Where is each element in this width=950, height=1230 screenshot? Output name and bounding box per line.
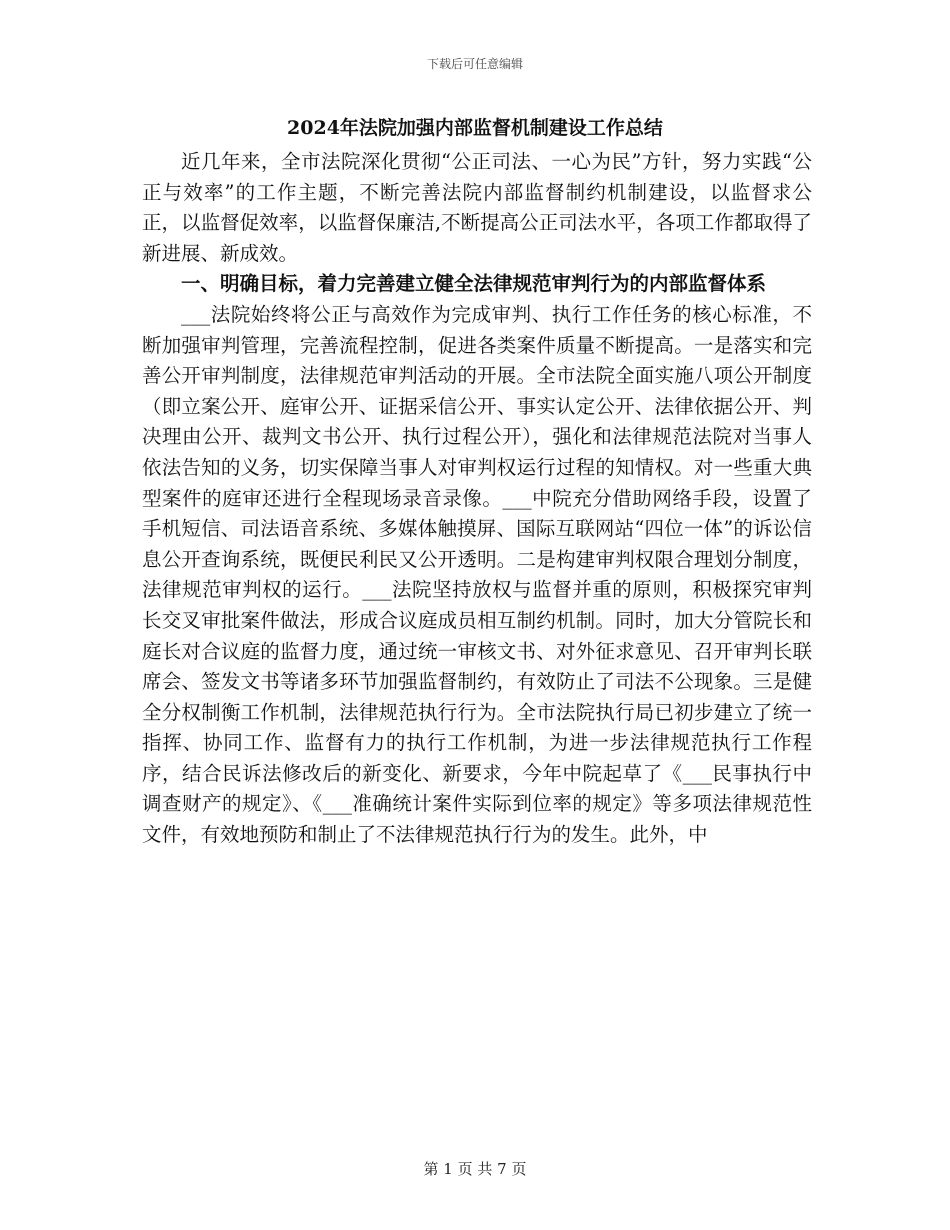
document-title: 2024年法院加强内部监督机制建设工作总结	[287, 117, 663, 139]
page-indicator: 第 1 页 共 7 页	[423, 1160, 527, 1178]
intro-paragraph: 近几年来，全市法院深化贯彻“公正司法、一心为民”方针，努力实践“公正与效率”的工作主题，不断完善法院内部监督制约机制建设，以监督求公正，以监督促效率，以监督保廉洁,不断提高公正司法水平，各项工作都取得了新进展、新成效。	[142, 150, 812, 265]
section-heading-1: 一、明确目标，着力完善建立健全法律规范审判行为的内部监督体系	[181, 272, 767, 296]
header-note: 下载后可任意编辑	[426, 57, 523, 71]
document-body	[142, 147, 812, 851]
section-1-paragraph: ___法院始终将公正与高效作为完成审判、执行工作任务的核心标准，不断加强审判管理，完善流程控制，促进各类案件质量不断提高。一是落实和完善公开审判制度，法律规范审判活动的开展。全市法院全面实施八项公开制度（即立案公开、庭审公开、证据采信公开、事实认定公开、法律依据公开、判决理由公开、裁判文书公开、执行过程公开），强化和法律规范法院对当事人依法告知的义务，切实保障当事人对审判权运行过程的知情权。对一些重大典型案件的庭审还进行全程现场录音录像。___中院充分借助网络手段，设置了手机短信、司法语音系统、多媒体触摸屏、国际互联网站“四位一体”的诉讼信息公开查询系统，既便民利民又公开透明。二是构建审判权限合理划分制度，法律规范审判权的运行。___法院坚持放权与监督并重的原则，积极探究审判长交叉审批案件做法，形成合议庭成员相互制约机制。同时，加大分管院长和庭长对合议庭的监督力度，通过统一审核文书、对外征求意见、召开审判长联席会、签发文书等诸多环节加强监督制约，有效防止了司法不公现象。三是健全分权制衡工作机制，法律规范执行行为。全市法院执行局已初步建立了统一指挥、协同工作、监督有力的执行工作机制，为进一步法律规范执行工作程序，结合民诉法修改后的新变化、新要求，今年中院起草了《___民事执行中调查财产的规定》、《___准确统计案件实际到位率的规定》等多项法律规范性文件，有效地预防和制止了不法律规范执行行为的发生。此外，中	[142, 302, 812, 847]
